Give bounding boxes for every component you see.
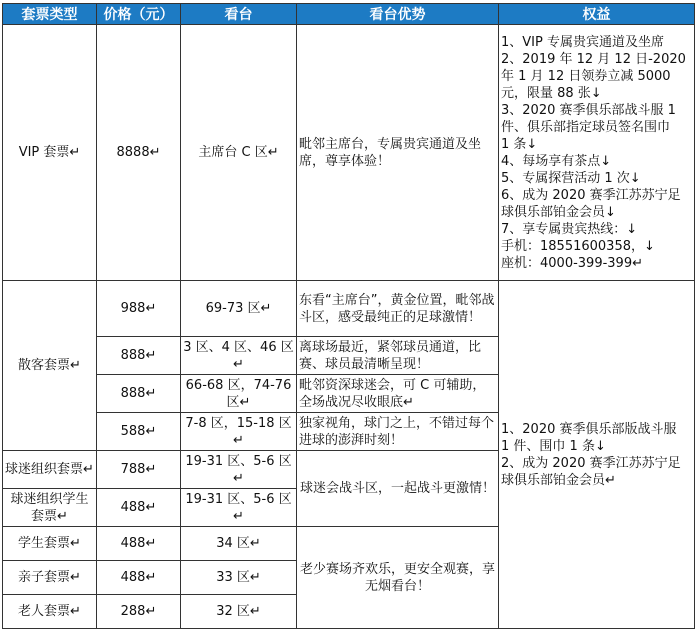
- vip-benefit-line: 7、享专属贵宾热线：↓: [501, 221, 638, 237]
- loose-type: 散客套票↵: [3, 281, 97, 451]
- loose-advantage-3: 毗邻资深球迷会，可 C 可辅助，全场战况尽收眼底↵: [297, 375, 499, 413]
- loose-price-4: 588↵: [97, 413, 181, 451]
- shared-benefits: [499, 281, 695, 629]
- fan-stand-1: 19-31 区、5-6 区↵: [181, 451, 297, 489]
- vip-benefit-line: 元，限量 88 张↓: [501, 85, 602, 101]
- loose-price-2: 888↵: [97, 337, 181, 375]
- loose-advantage-4: 独家视角，球门之上，不错过每个进球的澎湃时刻！: [297, 413, 499, 451]
- header-row: [3, 4, 695, 25]
- header-price: 价格（元）: [97, 4, 181, 25]
- vip-benefit-line: 座机：4000-399-399↵: [501, 255, 643, 271]
- header-benefits: 权益: [499, 4, 695, 25]
- vip-benefits: [499, 25, 695, 281]
- fan-type-1: 球迷组织套票↵: [3, 451, 97, 489]
- loose-price-3: 888↵: [97, 375, 181, 413]
- shared-benefit-line: 1、2020 赛季俱乐部版战斗服: [501, 421, 677, 437]
- family-type-1: 学生套票↵: [3, 527, 97, 561]
- loose-stand-3: 66-68 区，74-76 区↵: [181, 375, 297, 413]
- loose-advantage-2: 离球场最近，紧邻球员通道，比赛、球员最清晰呈现！: [297, 337, 499, 375]
- vip-benefit-line: 6、成为 2020 赛季江苏苏宁足: [501, 187, 681, 203]
- family-advantage: 老少赛场齐欢乐，更安全观赛，享无烟看台！: [297, 527, 499, 629]
- vip-benefit-line: 3、2020 赛季俱乐部战斗服 1: [501, 102, 676, 118]
- header-advantage: 看台优势: [297, 4, 499, 25]
- loose-stand-2: 3 区、4 区、46 区↵: [181, 337, 297, 375]
- family-price-2: 488↵: [97, 561, 181, 595]
- family-price-3: 288↵: [97, 595, 181, 629]
- shared-benefit-line: 1 件、围巾 1 条↓: [501, 438, 606, 454]
- table-row-vip: [3, 25, 695, 281]
- vip-benefit-line: 件、俱乐部指定球员签名围巾: [501, 119, 671, 135]
- vip-benefit-line: 1 条↓: [501, 136, 538, 152]
- vip-benefit-line: 球俱乐部铂金会员↓: [501, 204, 616, 220]
- vip-type: VIP 套票↵: [3, 25, 97, 281]
- fan-price-1: 788↵: [97, 451, 181, 489]
- vip-advantage: 毗邻主席台，专属贵宾通道及坐席，尊享体验！: [297, 25, 499, 281]
- vip-benefit-line: 1、VIP 专属贵宾通道及坐席: [501, 34, 664, 50]
- shared-benefit-line: 2、成为 2020 赛季江苏苏宁足: [501, 455, 681, 471]
- loose-stand-4: 7-8 区，15-18 区↵: [181, 413, 297, 451]
- header-ticket-type: 套票类型: [3, 4, 97, 25]
- family-stand-2: 33 区↵: [181, 561, 297, 595]
- fan-type-2: 球迷组织学生套票↵: [3, 489, 97, 527]
- fan-advantage: 球迷会战斗区，一起战斗更激情！: [297, 451, 499, 527]
- family-type-3: 老人套票↵: [3, 595, 97, 629]
- family-stand-1: 34 区↵: [181, 527, 297, 561]
- loose-price-1: 988↵: [97, 281, 181, 337]
- fan-stand-2: 19-31 区、5-6 区↵: [181, 489, 297, 527]
- header-stand: 看台: [181, 4, 297, 25]
- shared-benefit-line: 球俱乐部铂金会员↵: [501, 472, 616, 488]
- vip-benefit-line: 5、专属探营活动 1 次↓: [501, 170, 641, 186]
- family-type-2: 亲子套票↵: [3, 561, 97, 595]
- vip-benefit-line: 年 1 月 12 日领券立减 5000: [501, 68, 671, 84]
- vip-benefit-line: 手机：18551600358，↓: [501, 238, 655, 254]
- family-stand-3: 32 区↵: [181, 595, 297, 629]
- vip-benefit-line: 4、每场享有茶点↓: [501, 153, 612, 169]
- fan-price-2: 488↵: [97, 489, 181, 527]
- family-price-1: 488↵: [97, 527, 181, 561]
- vip-benefit-line: 2、2019 年 12 月 12 日-2020: [501, 51, 686, 67]
- loose-stand-1: 69-73 区↵: [181, 281, 297, 337]
- vip-price: 8888↵: [97, 25, 181, 281]
- ticket-table: [2, 3, 695, 629]
- loose-advantage-1: 东看“主席台”，黄金位置，毗邻战斗区，感受最纯正的足球激情！: [297, 281, 499, 337]
- vip-stand: 主席台 C 区↵: [181, 25, 297, 281]
- table-row-loose-1: [3, 281, 695, 337]
